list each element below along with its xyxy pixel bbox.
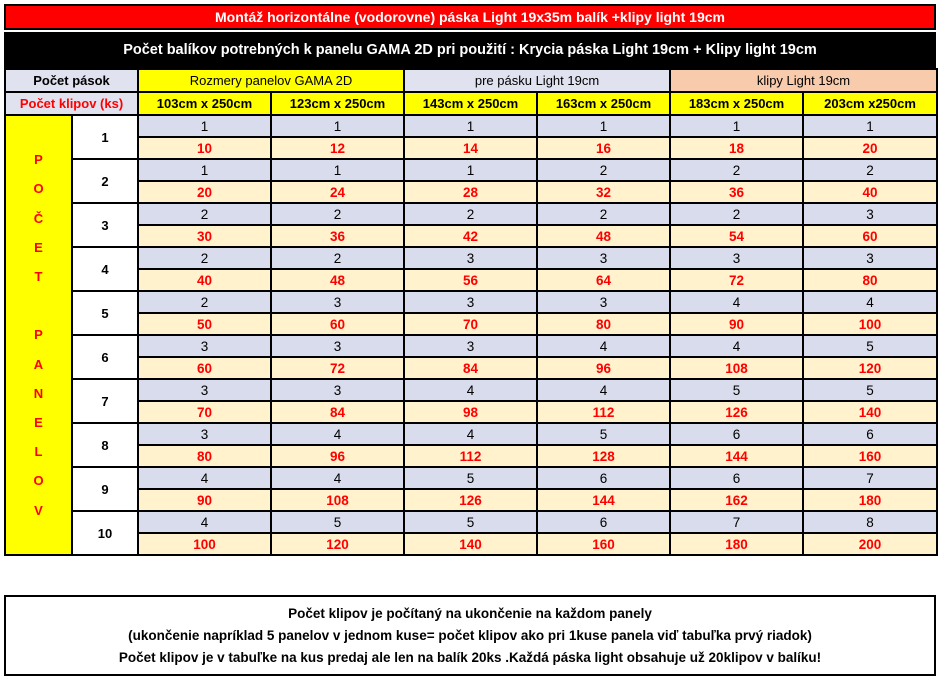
size-header: 163cm x 250cm (537, 92, 670, 115)
klipy-cell: 90 (670, 313, 803, 335)
pasky-cell: 3 (138, 423, 271, 445)
side-label-pocet-panelov (5, 115, 72, 555)
panel-count: 4 (72, 247, 138, 291)
klipy-cell: 108 (271, 489, 404, 511)
pasky-row (5, 379, 937, 401)
pasky-row (5, 159, 937, 181)
klipy-row (5, 533, 937, 555)
klipy-cell: 48 (537, 225, 670, 247)
group-paska: pre pásku Light 19cm (404, 69, 670, 92)
klipy-row (5, 137, 937, 159)
pasky-cell: 3 (537, 291, 670, 313)
pasky-cell: 2 (138, 203, 271, 225)
pasky-cell: 2 (138, 247, 271, 269)
klipy-cell: 100 (138, 533, 271, 555)
klipy-cell: 140 (803, 401, 937, 423)
panel-count: 8 (72, 423, 138, 467)
klipy-cell: 108 (670, 357, 803, 379)
klipy-cell: 160 (803, 445, 937, 467)
klipy-cell: 72 (271, 357, 404, 379)
pasky-cell: 4 (537, 335, 670, 357)
side-label-letter: T (34, 268, 43, 284)
pasky-cell: 2 (271, 203, 404, 225)
klipy-cell: 72 (670, 269, 803, 291)
pasky-cell: 4 (404, 423, 537, 445)
notes-box (4, 595, 936, 676)
pasky-cell: 4 (404, 379, 537, 401)
pasky-row (5, 423, 937, 445)
klipy-cell: 60 (803, 225, 937, 247)
klipy-cell: 40 (803, 181, 937, 203)
group-rozmery: Rozmery panelov GAMA 2D (138, 69, 404, 92)
pasky-row (5, 511, 937, 533)
klipy-cell: 126 (404, 489, 537, 511)
pasky-cell: 6 (537, 467, 670, 489)
pasky-cell: 4 (670, 335, 803, 357)
packages-table (4, 68, 938, 556)
pasky-cell: 5 (670, 379, 803, 401)
sheet-title: Montáž horizontálne (vodorovne) páska Light 19x35m balík +klipy light 19cm (4, 4, 936, 30)
klipy-cell: 16 (537, 137, 670, 159)
klipy-cell: 84 (404, 357, 537, 379)
pasky-cell: 4 (803, 291, 937, 313)
klipy-cell: 36 (271, 225, 404, 247)
spreadsheet (4, 4, 936, 676)
klipy-cell: 98 (404, 401, 537, 423)
klipy-cell: 126 (670, 401, 803, 423)
pasky-cell: 4 (138, 467, 271, 489)
pasky-cell: 7 (670, 511, 803, 533)
klipy-cell: 160 (537, 533, 670, 555)
klipy-row (5, 313, 937, 335)
pasky-cell: 1 (670, 115, 803, 137)
side-label-letter: P (34, 152, 43, 168)
klipy-row (5, 445, 937, 467)
klipy-cell: 54 (670, 225, 803, 247)
note-line: (ukončenie napríklad 5 panelov v jednom kuse= počet klipov ako pri 1kuse panela viď tabuľka prvý riadok) (128, 627, 812, 643)
klipy-cell: 70 (138, 401, 271, 423)
klipy-cell: 50 (138, 313, 271, 335)
pasky-cell: 3 (271, 379, 404, 401)
side-label-letter: E (34, 239, 43, 255)
klipy-cell: 144 (537, 489, 670, 511)
klipy-cell: 120 (803, 357, 937, 379)
klipy-cell: 36 (670, 181, 803, 203)
klipy-cell: 128 (537, 445, 670, 467)
pasky-cell: 1 (404, 115, 537, 137)
side-label-letter: P (34, 327, 43, 343)
klipy-cell: 112 (537, 401, 670, 423)
pasky-cell: 2 (670, 159, 803, 181)
header-row-groups (5, 69, 937, 92)
pasky-cell: 5 (271, 511, 404, 533)
pasky-row (5, 291, 937, 313)
pasky-cell: 2 (803, 159, 937, 181)
panel-count: 7 (72, 379, 138, 423)
klipy-cell: 84 (271, 401, 404, 423)
pasky-cell: 1 (271, 115, 404, 137)
klipy-cell: 70 (404, 313, 537, 335)
size-header: 103cm x 250cm (138, 92, 271, 115)
pasky-cell: 4 (138, 511, 271, 533)
group-klipy: klipy Light 19cm (670, 69, 937, 92)
pasky-cell: 3 (404, 291, 537, 313)
side-label-letter (6, 291, 71, 320)
klipy-cell: 14 (404, 137, 537, 159)
pasky-cell: 5 (803, 335, 937, 357)
pasky-cell: 2 (404, 203, 537, 225)
panel-count: 5 (72, 291, 138, 335)
pasky-row (5, 203, 937, 225)
side-label-letter: O (33, 473, 44, 489)
pasky-row (5, 467, 937, 489)
klipy-cell: 60 (271, 313, 404, 335)
klipy-cell: 80 (803, 269, 937, 291)
klipy-cell: 162 (670, 489, 803, 511)
pasky-cell: 3 (803, 247, 937, 269)
pasky-cell: 5 (404, 467, 537, 489)
label-pocet-klipov: Počet klipov (ks) (5, 92, 138, 115)
pasky-cell: 5 (537, 423, 670, 445)
pasky-cell: 8 (803, 511, 937, 533)
pasky-cell: 6 (537, 511, 670, 533)
pasky-cell: 6 (803, 423, 937, 445)
pasky-row (5, 247, 937, 269)
pasky-cell: 2 (138, 291, 271, 313)
klipy-cell: 140 (404, 533, 537, 555)
klipy-row (5, 181, 937, 203)
label-pocet-pasok: Počet pások (5, 69, 138, 92)
klipy-cell: 90 (138, 489, 271, 511)
klipy-cell: 20 (803, 137, 937, 159)
pasky-row (5, 115, 937, 137)
side-label-letter: N (33, 385, 44, 401)
pasky-cell: 1 (537, 115, 670, 137)
size-header: 123cm x 250cm (271, 92, 404, 115)
pasky-cell: 2 (537, 203, 670, 225)
klipy-cell: 28 (404, 181, 537, 203)
klipy-row (5, 269, 937, 291)
pasky-cell: 2 (271, 247, 404, 269)
pasky-cell: 4 (271, 467, 404, 489)
pasky-cell: 2 (537, 159, 670, 181)
panel-count: 1 (72, 115, 138, 159)
side-label-letter: E (34, 415, 43, 430)
note-line: Počet klipov je počítaný na ukončenie na každom panely (288, 605, 652, 621)
panel-count: 3 (72, 203, 138, 247)
klipy-cell: 10 (138, 137, 271, 159)
side-label-letter: L (34, 444, 43, 460)
klipy-cell: 30 (138, 225, 271, 247)
pasky-cell: 3 (271, 335, 404, 357)
klipy-cell: 120 (271, 533, 404, 555)
pasky-cell: 7 (803, 467, 937, 489)
klipy-cell: 24 (271, 181, 404, 203)
klipy-cell: 64 (537, 269, 670, 291)
pasky-cell: 2 (670, 203, 803, 225)
pasky-cell: 5 (803, 379, 937, 401)
note-line: Počet klipov je v tabuľke na kus predaj ale len na balík 20ks .Každá páska light obsahuje už 20klipov v balíku! (118, 649, 822, 665)
panel-count: 2 (72, 159, 138, 203)
klipy-row (5, 489, 937, 511)
klipy-cell: 144 (670, 445, 803, 467)
pasky-cell: 3 (670, 247, 803, 269)
klipy-cell: 48 (271, 269, 404, 291)
klipy-cell: 96 (537, 357, 670, 379)
klipy-cell: 80 (537, 313, 670, 335)
pasky-cell: 4 (537, 379, 670, 401)
klipy-row (5, 225, 937, 247)
pasky-cell: 6 (670, 467, 803, 489)
klipy-cell: 20 (138, 181, 271, 203)
pasky-cell: 3 (404, 247, 537, 269)
klipy-cell: 40 (138, 269, 271, 291)
panel-count: 9 (72, 467, 138, 511)
pasky-cell: 1 (271, 159, 404, 181)
klipy-cell: 60 (138, 357, 271, 379)
klipy-cell: 180 (670, 533, 803, 555)
size-header: 143cm x 250cm (404, 92, 537, 115)
pasky-cell: 6 (670, 423, 803, 445)
pasky-cell: 3 (537, 247, 670, 269)
klipy-cell: 80 (138, 445, 271, 467)
klipy-cell: 56 (404, 269, 537, 291)
size-header: 203cm x250cm (803, 92, 937, 115)
pasky-cell: 3 (803, 203, 937, 225)
klipy-cell: 96 (271, 445, 404, 467)
side-label-letter: O (33, 181, 44, 197)
sheet-subtitle: Počet balíkov potrebných k panelu GAMA 2D pri použití : Krycia páska Light 19cm + Klipy light 19cm (4, 32, 936, 68)
klipy-cell: 32 (537, 181, 670, 203)
panel-count: 10 (72, 511, 138, 555)
pasky-row (5, 335, 937, 357)
pasky-cell: 5 (404, 511, 537, 533)
size-header: 183cm x 250cm (670, 92, 803, 115)
klipy-cell: 180 (803, 489, 937, 511)
klipy-cell: 200 (803, 533, 937, 555)
klipy-cell: 100 (803, 313, 937, 335)
pasky-cell: 1 (404, 159, 537, 181)
pasky-cell: 3 (138, 335, 271, 357)
pasky-cell: 4 (670, 291, 803, 313)
pasky-cell: 3 (271, 291, 404, 313)
pasky-cell: 3 (404, 335, 537, 357)
klipy-cell: 42 (404, 225, 537, 247)
pasky-cell: 1 (138, 115, 271, 137)
klipy-cell: 112 (404, 445, 537, 467)
klipy-row (5, 357, 937, 379)
side-label-letter: A (33, 356, 44, 372)
side-label-letter: V (34, 502, 43, 518)
pasky-cell: 1 (803, 115, 937, 137)
side-label-letter: Č (33, 210, 44, 226)
pasky-cell: 3 (138, 379, 271, 401)
header-row-sizes (5, 92, 937, 115)
klipy-row (5, 401, 937, 423)
klipy-cell: 12 (271, 137, 404, 159)
panel-count: 6 (72, 335, 138, 379)
klipy-cell: 18 (670, 137, 803, 159)
pasky-cell: 1 (138, 159, 271, 181)
pasky-cell: 4 (271, 423, 404, 445)
